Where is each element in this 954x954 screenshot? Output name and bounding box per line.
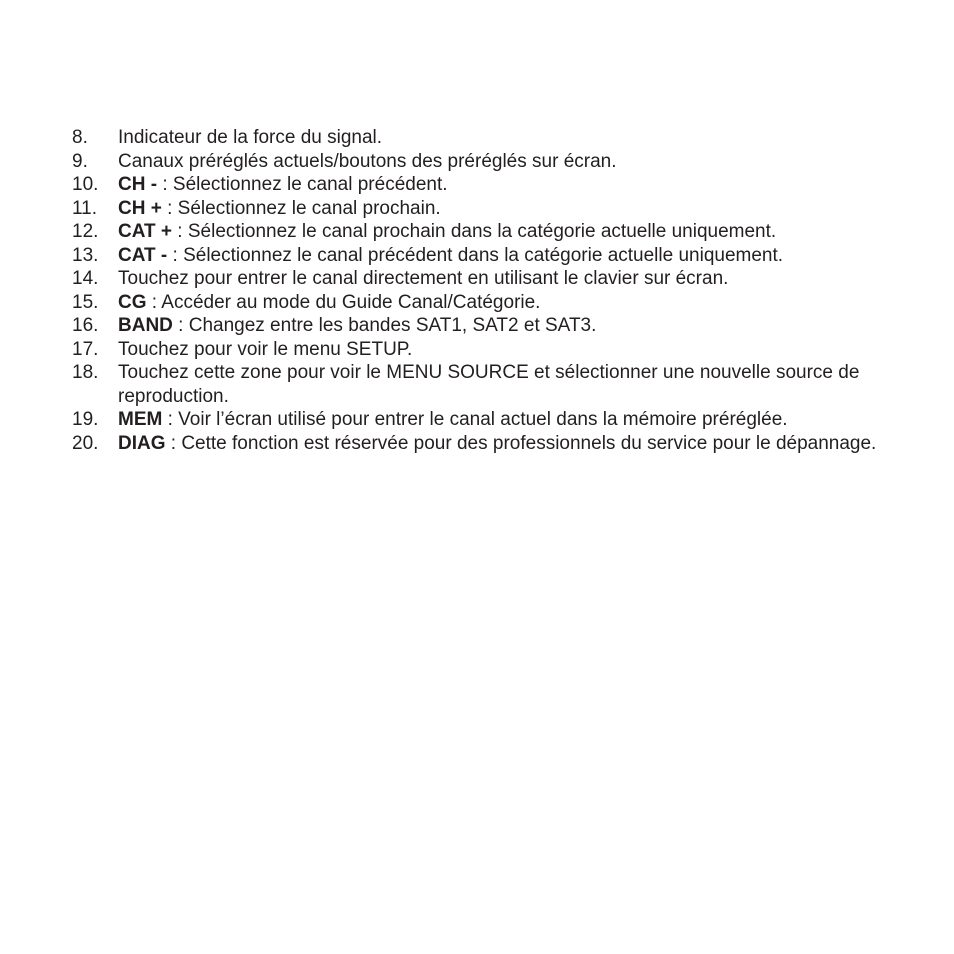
list-item-12	[72, 220, 882, 244]
item-text: : Voir l’écran utilisé pour entrer le canal actuel dans la mémoire préréglée.	[162, 409, 788, 430]
item-description	[118, 408, 882, 432]
item-term: BAND	[118, 315, 173, 336]
item-text: Touchez pour voir le menu SETUP.	[118, 338, 413, 360]
list-item-20	[72, 432, 882, 456]
item-term: CAT -	[118, 244, 168, 266]
item-number: 18.	[72, 362, 99, 383]
item-number: 11.	[72, 197, 98, 219]
item-term: DIAG	[118, 432, 166, 454]
list-item-15	[72, 291, 882, 315]
item-description	[118, 126, 882, 150]
item-description	[118, 267, 882, 291]
list-item-19	[72, 408, 882, 432]
item-text: : Sélectionnez le canal précédent dans la catégorie actuelle uniquement.	[167, 244, 784, 266]
item-text: Canaux préréglés actuels/boutons des préréglés sur écran.	[118, 150, 617, 172]
list-item-16	[72, 314, 882, 338]
list-item-13	[72, 244, 882, 268]
item-description	[118, 220, 882, 244]
item-text: Indicateur de la force du signal.	[118, 127, 383, 148]
item-text: : Sélectionnez le canal prochain dans la catégorie actuelle uniquement.	[172, 221, 777, 242]
item-term: CAT +	[118, 221, 173, 242]
item-number: 9.	[72, 150, 88, 172]
item-number: 10.	[72, 174, 99, 195]
item-description	[118, 150, 882, 174]
item-number: 17.	[72, 338, 99, 360]
item-text: : Sélectionnez le canal précédent.	[157, 174, 448, 195]
item-description	[118, 314, 882, 338]
list-item-14	[72, 267, 882, 291]
item-description	[118, 338, 882, 362]
list-item-8	[72, 126, 882, 150]
item-text: : Cette fonction est réservée pour des professionnels du service pour le dépannage.	[165, 432, 877, 454]
item-number: 20.	[72, 432, 99, 454]
item-description	[118, 173, 882, 197]
item-text: Touchez pour entrer le canal directement en utilisant le clavier sur écran.	[118, 268, 729, 289]
item-text: : Changez entre les bandes SAT1, SAT2 et SAT3.	[172, 315, 597, 336]
feature-list	[72, 126, 882, 455]
list-item-9	[72, 150, 882, 174]
list-item-10	[72, 173, 882, 197]
item-number: 13.	[72, 244, 99, 266]
item-term: CH -	[118, 174, 158, 195]
list-item-11	[72, 197, 882, 221]
item-number: 16.	[72, 315, 99, 336]
item-description	[118, 291, 882, 315]
list-item-18	[72, 361, 882, 408]
item-number: 19.	[72, 409, 99, 430]
item-term: CH +	[118, 197, 162, 219]
item-description	[118, 361, 882, 408]
item-number: 12.	[72, 221, 99, 242]
item-number: 14.	[72, 268, 99, 289]
item-text: : Accéder au mode du Guide Canal/Catégorie.	[146, 291, 541, 313]
list-item-17	[72, 338, 882, 362]
item-text: Touchez cette zone pour voir le MENU SOURCE et sélectionner une nouvelle source de reproduction.	[118, 362, 860, 407]
item-description	[118, 244, 882, 268]
item-description	[118, 197, 882, 221]
item-number: 15.	[72, 291, 99, 313]
item-number: 8.	[72, 127, 88, 148]
item-term: CG	[118, 291, 147, 313]
item-description	[118, 432, 882, 456]
item-term: MEM	[118, 409, 163, 430]
item-text: : Sélectionnez le canal prochain.	[161, 197, 441, 219]
